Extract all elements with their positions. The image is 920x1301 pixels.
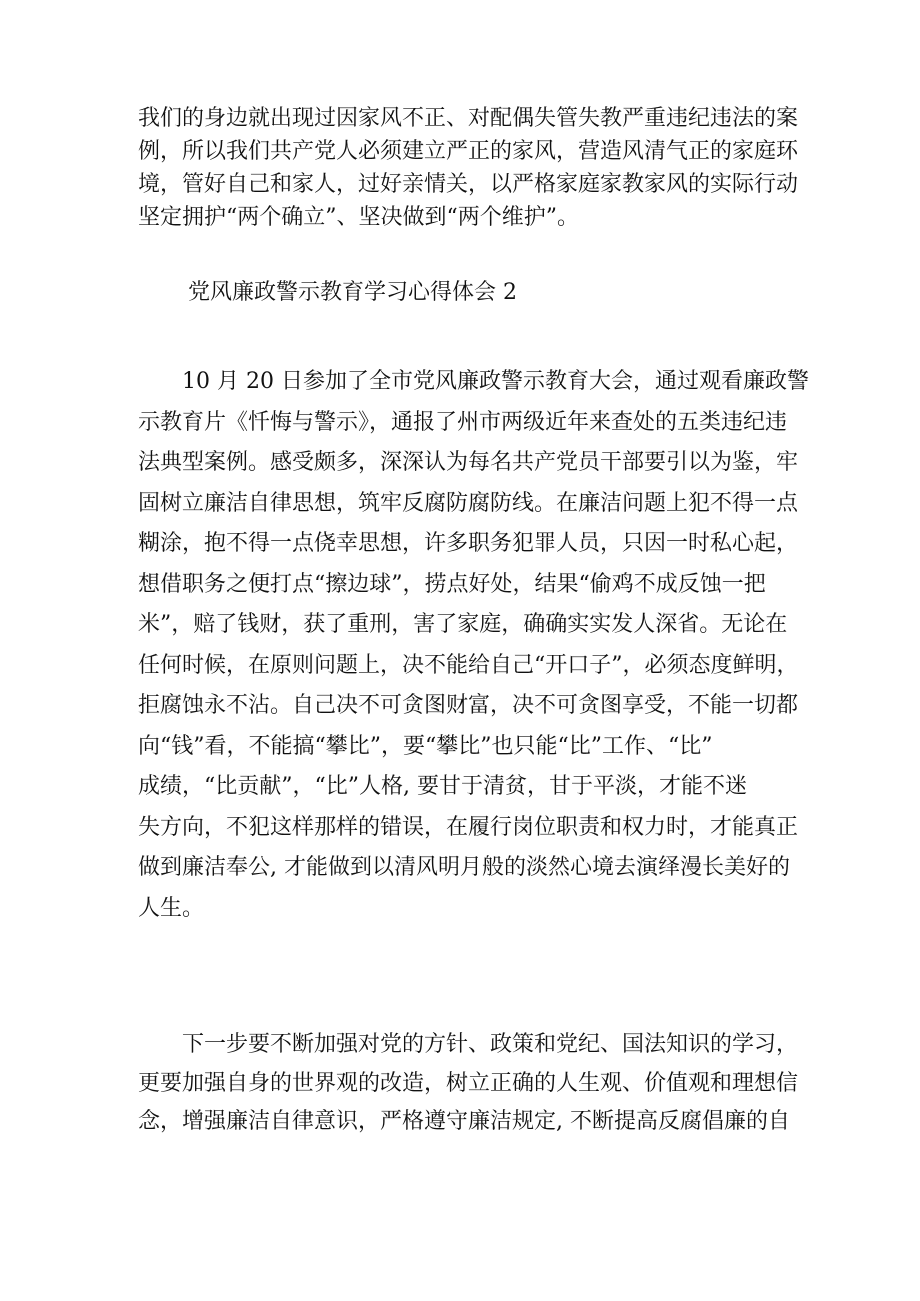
paragraph-3	[138, 1026, 799, 1142]
paragraph-line: 示教育片《忏悔与警示》，通报了州市两级近年来查处的五类违纪违	[138, 409, 788, 435]
section-heading: 党风廉政警示教育学习心得体会 2	[188, 280, 517, 305]
paragraph-line: 更要加强自身的世界观的改造，树立正确的人生观、价值观和理想信	[138, 1070, 799, 1096]
paragraph-line: 10 月 20 日参加了全市党风廉政警示教育大会，通过观看廉政警	[138, 369, 809, 394]
paragraph-line: 糊涂，抱不得一点侥幸思想，许多职务犯罪人员，只因一时私心起，	[138, 531, 799, 556]
paragraph-line: 成绩，“比贡献”，“比”人格, 要甘于清贫，甘于平淡，才能不迷	[138, 774, 747, 799]
paragraph-line: 失方向，不犯这样那样的错误，在履行岗位职责和权力时，才能真正	[138, 814, 799, 840]
paragraph-line: 坚定拥护“两个确立”、坚决做到“两个维护”。	[138, 205, 579, 230]
paragraph-line: 人生。	[138, 895, 205, 921]
paragraph-line: 拒腐蚀永不沾。自己决不可贪图财富，决不可贪图享受，不能一切都	[138, 693, 799, 718]
paragraph-line: 例，所以我们共产党人必须建立严正的家风，营造风清气正的家庭环	[138, 139, 799, 164]
paragraph-line: 念，增强廉洁自律意识，严格遵守廉洁规定, 不断提高反腐倡廉的自	[138, 1109, 790, 1134]
paragraph-line: 我们的身边就出现过因家风不正、对配偶失管失教严重违纪违法的案	[138, 106, 799, 131]
paragraph-line: 固树立廉洁自律思想，筑牢反腐防腐防线。在廉洁问题上犯不得一点	[138, 490, 799, 516]
paragraph-line: 向“钱”看，不能搞“攀比”，要“攀比”也只能“比”工作、“比”	[138, 733, 713, 759]
paragraph-line: 境，管好自己和家人，过好亲情关，以严格家庭家教家风的实际行动	[138, 172, 799, 197]
paragraph-2	[138, 362, 809, 929]
paragraph-1	[138, 102, 799, 234]
paragraph-line: 想借职务之便打点“擦边球”，捞点好处，结果“偷鸡不成反蚀一把	[138, 571, 766, 597]
paragraph-line: 任何时候，在原则问题上，决不能给自己“开口子”，必须态度鲜明，	[138, 652, 799, 678]
paragraph-line: 下一步要不断加强对党的方针、政策和党纪、国法知识的学习，	[138, 1032, 799, 1057]
paragraph-line: 米”，赔了钱财，获了重刑，害了家庭，确确实实发人深省。无论在	[138, 612, 788, 637]
paragraph-line: 做到廉洁奉公, 才能做到以清风明月般的淡然心境去演绎漫长美好的	[138, 855, 790, 880]
paragraph-line: 法典型案例。感受颇多，深深认为每名共产党员干部要引以为鉴，牢	[138, 450, 799, 475]
